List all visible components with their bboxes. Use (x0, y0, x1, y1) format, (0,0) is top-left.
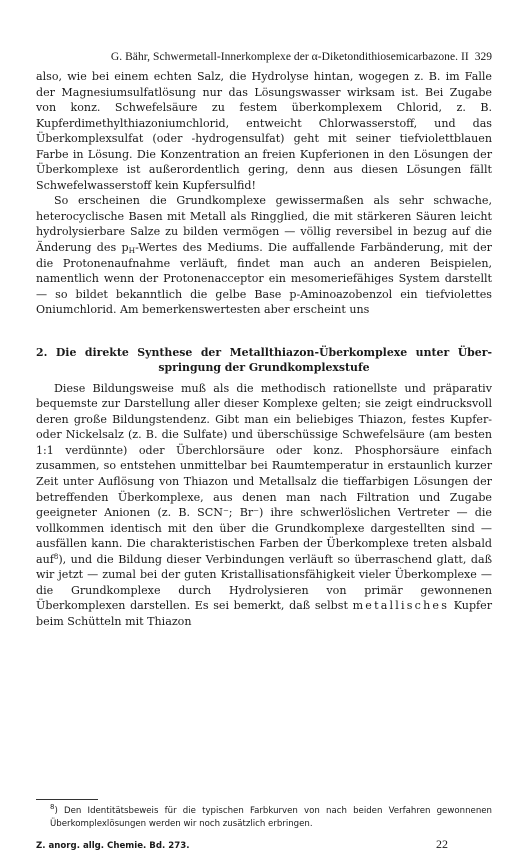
paragraph-2-text-a: So erscheinen die Grundkomplexe gewissermaßen als sehr schwache, heterocyclische Basen mit Metall als Ringglied, die mit stärkeren Säuren leicht hydrolysierbare Salze zu bilden vermögen — völlig reversibel in bezug auf die Änderung des p (36, 194, 492, 255)
paragraph-1: also, wie bei einem echten Salz, die Hydrolyse hintan, wogegen z. B. im Falle der Magnesiumsulfatlösung nur das Lösungswasser wirksam ist. Bei Zugabe von konz. Schwefelsäure zu festem überkomplexem Chlorid, z. B. Kupferdimethylthiazoniumchlorid, entweicht Chlorwasserstoff, und das Überkomplexsulfat (oder -hydrogensulfat) geht mit seiner tiefviolettblauen Farbe in Lösung. Die Konzentration an freien Kupferionen in den Lösungen der Überkomplexe ist außerordentlich gering, denn aus diesen Lösungen fällt Schwefelwasserstoff kein Kupfersulfid! (36, 70, 492, 192)
footnote (36, 805, 492, 830)
paragraph-2 (36, 193, 492, 317)
running-header (36, 50, 492, 64)
running-title: G. Bähr, Schwermetall-Innerkomplexe der α-Diketondithiosemicarbazone. II (110, 51, 469, 63)
page-number: 329 (474, 51, 492, 63)
document-page (36, 0, 492, 864)
footnote-number: 8 (50, 803, 55, 811)
footnote-reference[interactable]: 8 (53, 552, 59, 561)
section-heading-line-2: springung der Grundkomplexstufe (158, 360, 370, 374)
paragraph-3-text-c: Kupfer beim Schütteln mit Thiazon (36, 599, 493, 628)
footnote-divider (36, 799, 98, 800)
paragraph-3-text-a: Diese Bildungsweise muß als die methodisch rationellste und präparativ bequemste zur Darstellung aller dieser Komplexe gelten; sie zeigt eindrucksvoll deren große Bildungstendenz. Gibt man ein beliebiges Thiazon, festes Kupfer- oder Nickelsalz (z. B. die Sulfate) und überschüssige Schwefelsäure (am besten 1:1 verdünnte) oder Überchlorsäure oder konz. Phosphorsäure einfach zusammen, so entstehen unmittelbar bei Raumtemperatur in erstaunlich kurzer Zeit unter Auflösung von Thiazon und Metallsalz die tieffarbigen Lösungen der betreffenden Überkomplexe, aus denen man nach Filtration und Zugabe geeigneter Anionen (z. B. SCN⁻; Br⁻) ihre schwerlöslichen Vertreter — die vollkommen identisch mit den über die Grundkomplexe dargestellten sind — ausfällen kann. Die charakteristischen Farben der Überkomplexe treten alsbald auf (36, 381, 492, 566)
journal-reference: Z. anorg. allg. Chemie. Bd. 273. (36, 841, 190, 851)
paragraph-2-text-b: -Wertes des Mediums. Die auffallende Farbänderung, mit der die Protonenaufnahme verläuft, findet man auch an anderen Beispielen, namentlich wenn der Protonenacceptor ein mesomeriefähiges System darstellt — so bildet bekanntlich die gelbe Base p-Aminoazobenzol ein tiefviolettes Oniumchlorid. Am bemerkenswertesten aber erscheint uns (36, 241, 492, 317)
emphasized-word: metallisches (352, 599, 450, 613)
sheet-signature: 22 (436, 837, 448, 851)
body-text (36, 69, 492, 630)
ph-subscript: H (128, 246, 136, 256)
section-heading (36, 345, 492, 375)
section-heading-line-1: 2. Die direkte Synthese der Metallthiazon-Überkomplexe unter Über- (36, 345, 492, 359)
paragraph-3-text-b: ), und die Bildung dieser Verbindungen verläuft so überraschend glatt, daß wir jetzt — zumal bei der guten Kristallisationsfähigkeit vieler Überkomplexe — die Grundkomplexe durch Hydrolysieren von primär gewonnenen Überkomplexen darstellen. Es sei bemerkt, daß selbst (36, 552, 492, 613)
paragraph-3 (36, 381, 492, 630)
footnote-text: ) Den Identitätsbeweis für die typischen Farbkurven von nach beiden Verfahren gewonnenen Überkomplexlösungen werden wir noch zusätzlich erbringen. (50, 806, 492, 829)
